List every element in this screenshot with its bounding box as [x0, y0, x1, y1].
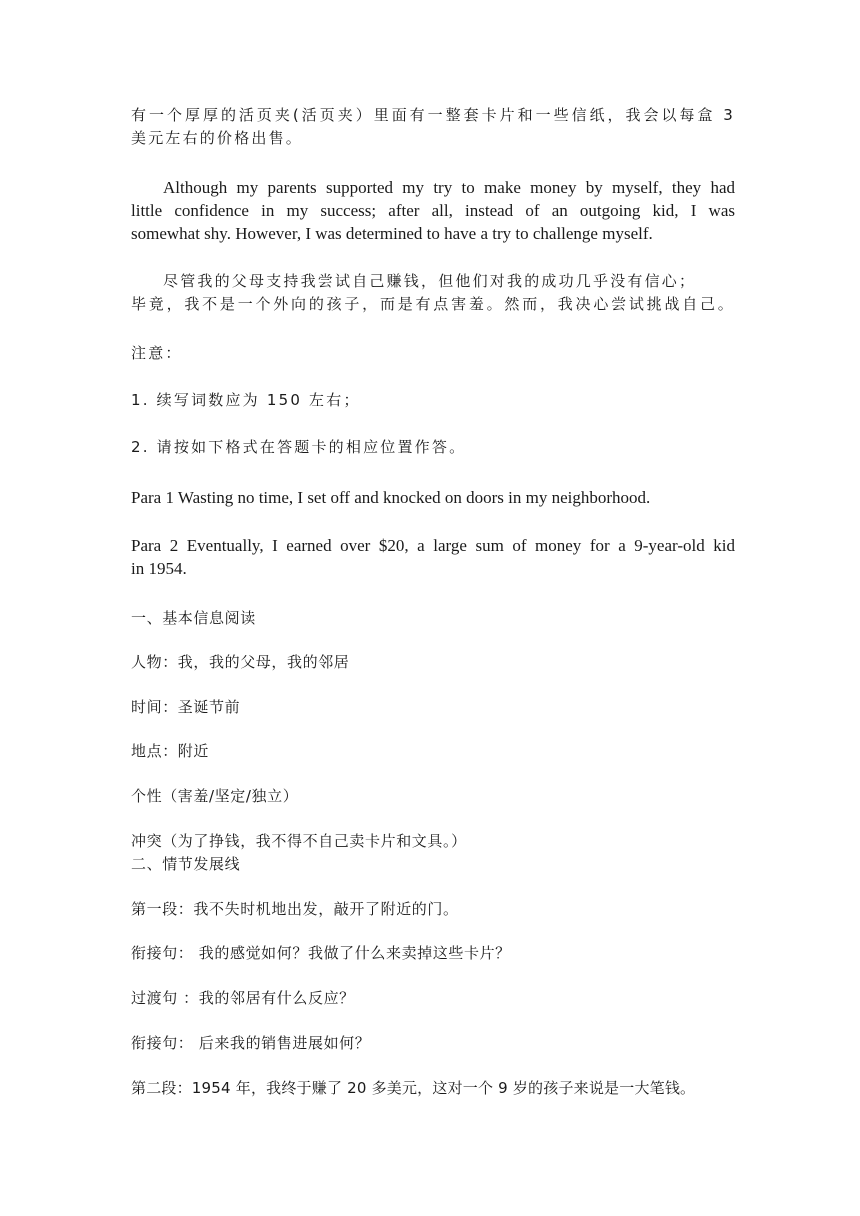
para-1-outline: Para 1 Wasting no time, I set off and knocked on doors in my neighborhood. — [131, 488, 651, 507]
paragraph-2-plot: 第二段：1954 年，我终于赚了 20 多美元，这对一个 9 岁的孩子来说是一大笔钱。 — [131, 1079, 696, 1097]
paragraph-1-plot: 第一段：我不失时机地出发，敲开了附近的门。 — [131, 900, 459, 918]
para-en-line-2: little confidence in my success; after all, instead of an outgoing kid, I was — [131, 201, 735, 220]
section-2-heading: 二、情节发展线 — [131, 855, 241, 873]
link-sentence-1: 衔接句： 我的感觉如何？我做了什么来卖掉这些卡片？ — [131, 944, 511, 962]
para-en-line-1: Although my parents supported my try to make money by myself, they had — [163, 178, 735, 197]
intro-zh-line-2: 美元左右的价格出售。 — [131, 129, 304, 147]
transition-sentence: 过渡句 ：我的邻居有什么反应？ — [131, 989, 355, 1007]
place-line: 地点：附近 — [131, 742, 210, 760]
link-sentence-2: 衔接句： 后来我的销售进展如何？ — [131, 1034, 371, 1052]
para-en-line-3: somewhat shy. However, I was determined to have a try to challenge myself. — [131, 224, 653, 243]
time-line: 时间：圣诞节前 — [131, 698, 241, 716]
intro-zh-line-1: 有一个厚厚的活页夹(活页夹）里面有一整套卡片和一些信纸，我会以每盒 3 — [131, 106, 735, 124]
conflict-line: 冲突（为了挣钱，我不得不自己卖卡片和文具。） — [131, 832, 467, 850]
section-1-heading: 一、基本信息阅读 — [131, 609, 256, 627]
personality-line: 个性（害羞/坚定/独立） — [131, 787, 299, 805]
notes-heading: 注意： — [131, 344, 183, 362]
notes-item-2: 2. 请按如下格式在答题卡的相应位置作答。 — [131, 438, 467, 456]
para-2-outline-line-2: in 1954. — [131, 559, 187, 578]
para-zh-line-2: 毕竟，我不是一个外向的孩子，而是有点害羞。然而，我决心尝试挑战自己。 — [131, 295, 735, 313]
para-zh-line-1: 尽管我的父母支持我尝试自己赚钱，但他们对我的成功几乎没有信心； — [163, 272, 697, 290]
characters-line: 人物：我，我的父母，我的邻居 — [131, 653, 350, 671]
notes-item-1: 1. 续写词数应为 150 左右； — [131, 391, 361, 409]
para-2-outline-line-1: Para 2 Eventually, I earned over $20, a large sum of money for a 9-year-old kid — [131, 536, 735, 555]
